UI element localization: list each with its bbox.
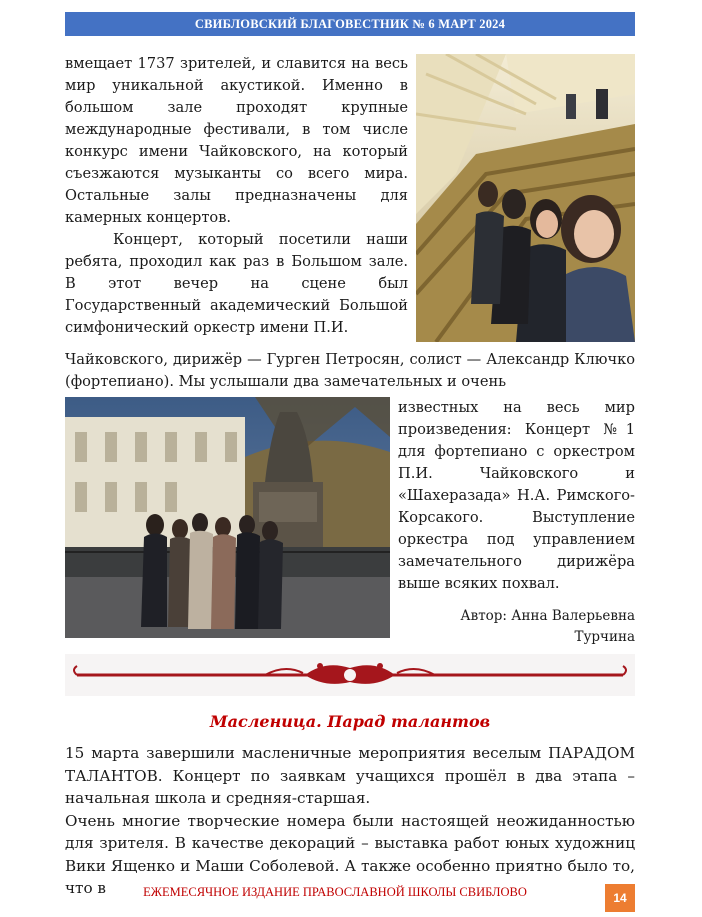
paragraph-hall-description: вмещает 1737 зрителей, и славится на весь мир уникальной акустикой. Именно в большом зале проходят крупные международные фестивали, в том числе конкурс имени Чайковского, на который съезжаются музыканты со всего мира. Остальные залы предназначены для камерных концертов. (65, 55, 408, 226)
paragraph-surprises: Очень многие творческие номера были настоящей неожиданностью для зрителя. В качестве декораций – выставка работ юных художниц Вики Ященко и Маши Соболевой. А также особенно приятно было то, что в (65, 811, 635, 897)
paragraph-program: известных на весь мир произведения: Концерт №1 для фортепиано с оркестром П.И. Чайковского и «Шахеразада» Н.А. Римского-Корсакого. Выступление оркестра под управлением замечательного дирижёра выше всяких похвал. (398, 399, 635, 592)
ornament-icon (65, 654, 635, 696)
section-title: Масленица. Парад талантов (209, 712, 491, 731)
monument-image (65, 397, 390, 638)
article-text-block-1 (65, 53, 408, 339)
section-text (65, 742, 635, 900)
page-number: 14 (605, 884, 635, 912)
footer-text: ЕЖЕМЕСЯЧНОЕ ИЗДАНИЕ ПРАВОСЛАВНОЙ ШКОЛЫ СВИБЛОВО (143, 885, 527, 899)
newsletter-header: СВИБЛОВСКИЙ БЛАГОВЕСТНИК № 6 МАРТ 2024 (65, 12, 635, 36)
author-line-2: Турчина (574, 629, 635, 645)
decorative-divider (65, 654, 635, 696)
concert-hall-photo (416, 54, 635, 342)
article-text-block-3 (65, 349, 635, 393)
author-credit (398, 606, 635, 648)
paragraph-concert: Концерт, который посетили наши ребята, проходил как раз в Большом зале. В этот вечер на сцене был Государственный академический Большой симфонический оркестр имени П.И. (65, 231, 408, 336)
paragraph-parade: 15 марта завершили масленичные мероприятия веселым ПАРАДОМ ТАЛАНТОВ. Концерт по заявкам учащихся прошёл в два этапа – начальная школа и средняя-старшая. (65, 744, 635, 807)
concert-hall-image (416, 54, 635, 342)
monument-photo (65, 397, 390, 638)
author-line-1: Автор: Анна Валерьевна (460, 608, 635, 624)
paragraph-conductor: Чайковского, дирижёр — Гурген Петросян, солист — Александр Ключко (фортепиано). Мы услышали два замечательных и очень (65, 351, 635, 390)
article-text-block-4 (398, 397, 635, 595)
